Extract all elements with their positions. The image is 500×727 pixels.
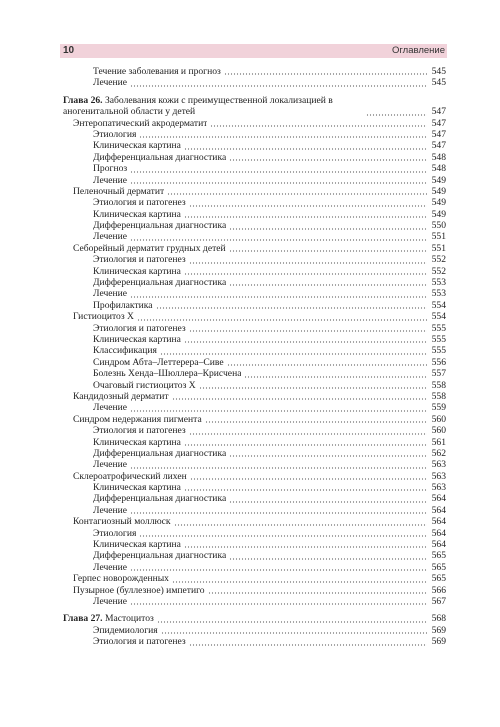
toc-entry-title: Лечение	[93, 561, 128, 573]
toc-entry-title: Себорейный дерматит грудных детей	[73, 242, 226, 254]
toc-page-number: 558	[431, 379, 446, 391]
toc-page-number: 568	[431, 613, 446, 625]
dot-leader	[229, 250, 427, 252]
toc-entry-title: Кандидозный дерматит	[73, 390, 169, 402]
toc-entry-title: Контагиозный моллюск	[73, 516, 171, 528]
toc-entry-title: Дифференциальная диагностика	[93, 493, 227, 505]
dot-leader	[139, 535, 427, 537]
dot-leader	[174, 524, 427, 526]
toc-chapter-entry[interactable]	[63, 613, 446, 624]
dot-leader	[130, 239, 427, 241]
toc-page-number: 563	[431, 482, 446, 494]
toc-entry[interactable]	[63, 636, 446, 647]
toc-entry-title: Этиология и патогенез	[93, 197, 186, 209]
toc-entry[interactable]	[63, 437, 446, 448]
toc-entry-title: Этиология и патогенез	[93, 425, 186, 437]
toc-page-number: 547	[431, 128, 446, 140]
dot-leader	[229, 558, 427, 560]
toc-page-number: 558	[431, 390, 446, 402]
toc-page-number: 556	[431, 356, 446, 368]
toc-entry[interactable]	[63, 539, 446, 550]
toc-entry-title: Дифференциальная диагностика	[93, 550, 227, 562]
dot-leader	[184, 546, 427, 548]
toc-page-number: 549	[431, 208, 446, 220]
toc-entry-title: Дифференциальная диагностика	[93, 220, 227, 232]
toc-entry-title: Гистиоцитоз X	[73, 311, 134, 323]
toc-entry-title: Течение заболевания и прогноз	[93, 65, 221, 77]
toc-entry-title	[63, 613, 154, 624]
dot-leader	[189, 330, 427, 332]
toc-entry-title: Герпес новорожденных	[73, 573, 169, 585]
dot-leader	[184, 489, 427, 491]
toc-entry-title: Очаговый гистиоцитоз X	[93, 379, 196, 391]
toc-page-number: 565	[431, 550, 446, 562]
dot-leader	[229, 228, 427, 230]
toc-entry[interactable]	[63, 220, 446, 231]
toc-entry[interactable]	[63, 163, 446, 174]
toc-entry-title: Лечение	[93, 504, 128, 516]
dot-leader	[189, 433, 427, 435]
toc-page-number: 560	[431, 425, 446, 437]
toc-entry-title: Дифференциальная диагностика	[93, 277, 227, 289]
toc-entry-title: Лечение	[93, 288, 128, 300]
dot-leader	[130, 467, 427, 469]
toc-page-number: 560	[431, 413, 446, 425]
toc-entry-title: Классификация	[93, 345, 157, 357]
toc-entry[interactable]	[63, 448, 446, 459]
toc-page-number: 552	[431, 254, 446, 266]
toc-entry-title: Этиология	[93, 527, 137, 539]
toc-page-number: 552	[431, 265, 446, 277]
dot-leader	[130, 171, 427, 173]
toc-entry[interactable]	[63, 368, 446, 379]
toc-entry-title: Пеленочный дерматит	[73, 185, 165, 197]
toc-page-number: 561	[431, 436, 446, 448]
toc-entry[interactable]	[63, 66, 446, 77]
toc-page-number: 549	[431, 197, 446, 209]
dot-leader	[130, 85, 427, 87]
toc-page-number: 545	[431, 77, 446, 89]
toc-entry[interactable]	[63, 505, 446, 516]
chapter-label: Глава 27.	[63, 613, 103, 625]
toc-page-number: 555	[431, 322, 446, 334]
toc-page-number: 557	[431, 368, 446, 380]
dot-leader	[156, 307, 427, 309]
toc-page-number: 548	[431, 163, 446, 175]
toc-page-number: 554	[431, 299, 446, 311]
toc-page-number: 547	[431, 106, 446, 118]
dot-leader	[199, 387, 427, 389]
toc-entry[interactable]	[63, 585, 446, 596]
toc-page-number: 554	[431, 311, 446, 323]
dot-leader	[137, 319, 427, 321]
toc-entry[interactable]	[63, 334, 446, 345]
toc-entry[interactable]	[63, 243, 446, 254]
toc-page-number: 563	[431, 459, 446, 471]
toc-entry[interactable]	[63, 625, 446, 636]
toc-page-number: 547	[431, 117, 446, 129]
toc-entry-title: Профилактика	[93, 299, 153, 311]
chapter-label: Глава 26.	[63, 94, 103, 106]
dot-leader	[184, 148, 427, 150]
toc-entry-title: Этиология	[93, 128, 137, 140]
dot-leader	[366, 114, 427, 116]
toc-entry[interactable]	[63, 266, 446, 277]
dot-leader	[189, 205, 427, 207]
toc-entry[interactable]	[63, 152, 446, 163]
toc-page-number: 564	[431, 527, 446, 539]
toc-entry-title: Энтеропатический акродерматит	[73, 117, 208, 129]
toc-entry[interactable]	[63, 528, 446, 539]
dot-leader	[205, 421, 427, 423]
toc-entry[interactable]	[63, 288, 446, 299]
dot-leader	[208, 592, 427, 594]
toc-entry[interactable]	[63, 345, 446, 356]
toc-entry-title	[63, 95, 363, 118]
toc-page-number: 565	[431, 573, 446, 585]
toc-entry-title: Клиническая картина	[93, 482, 181, 494]
toc-page-number: 564	[431, 539, 446, 551]
toc-entry[interactable]	[63, 300, 446, 311]
toc-entry[interactable]	[63, 140, 446, 151]
table-of-contents	[63, 66, 446, 648]
toc-entry[interactable]	[63, 175, 446, 186]
dot-leader	[229, 159, 427, 161]
toc-entry[interactable]	[63, 311, 446, 322]
dot-leader	[229, 501, 427, 503]
toc-entry-title: Клиническая картина	[93, 140, 181, 152]
toc-entry[interactable]	[63, 562, 446, 573]
toc-page-number: 547	[431, 140, 446, 152]
toc-entry[interactable]	[63, 471, 446, 482]
toc-page-number: 564	[431, 516, 446, 528]
toc-page-number: 555	[431, 334, 446, 345]
toc-page-number: 569	[431, 636, 446, 648]
toc-entry[interactable]	[63, 596, 446, 607]
dot-leader	[244, 376, 427, 378]
dot-leader	[189, 262, 427, 264]
toc-entry[interactable]	[63, 209, 446, 220]
toc-entry[interactable]	[63, 357, 446, 368]
dot-leader	[130, 603, 427, 605]
toc-entry[interactable]	[63, 254, 446, 265]
toc-chapter-entry[interactable]	[63, 95, 446, 118]
dot-leader	[172, 581, 427, 583]
toc-entry[interactable]	[63, 323, 446, 334]
toc-entry-title: Клиническая картина	[93, 539, 181, 551]
toc-entry-title: Дифференциальная диагностика	[93, 151, 227, 163]
toc-page-number: 551	[431, 242, 446, 254]
dot-leader	[130, 569, 427, 571]
toc-entry-title: Болезнь Хенда–Шюллера–Крисчена	[93, 368, 242, 380]
toc-entry-title: Пузырное (буллезное) импетиго	[73, 584, 205, 596]
toc-entry-title: Клиническая картина	[93, 208, 181, 220]
toc-entry-title: Этиология и патогенез	[93, 636, 186, 648]
dot-leader	[184, 273, 427, 275]
dot-leader	[224, 73, 427, 75]
toc-page-number: 567	[431, 595, 446, 607]
toc-page-number: 549	[431, 174, 446, 186]
toc-entry-title: Эпидемиология	[93, 624, 158, 636]
toc-entry[interactable]	[63, 550, 446, 561]
toc-entry[interactable]	[63, 118, 446, 129]
dot-leader	[229, 455, 427, 457]
toc-entry-title: Лечение	[93, 595, 128, 607]
toc-entry[interactable]	[63, 425, 446, 436]
toc-entry-title: Этиология и патогенез	[93, 254, 186, 266]
toc-entry[interactable]	[63, 414, 446, 425]
chapter-title: Мастоцитоз	[104, 613, 154, 625]
toc-entry-title: Лечение	[93, 231, 128, 243]
toc-entry[interactable]	[63, 516, 446, 527]
toc-page-number: 569	[431, 624, 446, 636]
dot-leader	[172, 398, 427, 400]
dot-leader	[139, 136, 427, 138]
page-number: 10	[63, 45, 75, 56]
toc-entry[interactable]	[63, 380, 446, 391]
toc-entry-title: Синдром Абта–Леттерера–Сиве	[93, 356, 224, 368]
toc-page-number: 545	[431, 65, 446, 77]
dot-leader	[130, 512, 427, 514]
toc-page-number: 565	[431, 561, 446, 573]
dot-leader	[210, 125, 427, 127]
dot-leader	[130, 410, 427, 412]
dot-leader	[184, 341, 427, 343]
dot-leader	[184, 444, 427, 446]
toc-entry-title: Клиническая картина	[93, 265, 181, 277]
toc-page-number: 549	[431, 185, 446, 197]
toc-page-number: 550	[431, 220, 446, 232]
dot-leader	[189, 644, 427, 646]
dot-leader	[167, 193, 427, 195]
toc-entry[interactable]	[63, 77, 446, 88]
toc-entry-title: Склероатрофический лихен	[73, 470, 187, 482]
toc-entry-title: Клиническая картина	[93, 436, 181, 448]
dot-leader	[227, 364, 427, 366]
running-header-bar	[60, 44, 447, 58]
toc-entry-title: Лечение	[93, 174, 128, 186]
toc-page-number: 563	[431, 470, 446, 482]
toc-entry[interactable]	[63, 573, 446, 584]
chapter-title: Заболевания кожи с преимущественной локализацией в аногенитальной области у детей	[63, 94, 333, 118]
toc-entry[interactable]	[63, 391, 446, 402]
toc-page-number: 553	[431, 288, 446, 300]
toc-page-number: 562	[431, 447, 446, 459]
toc-entry[interactable]	[63, 482, 446, 493]
toc-entry[interactable]	[63, 402, 446, 413]
dot-leader	[160, 353, 427, 355]
dot-leader	[130, 182, 427, 184]
dot-leader	[190, 478, 427, 480]
toc-page-number: 551	[431, 231, 446, 243]
toc-entry-title: Лечение	[93, 77, 128, 89]
toc-entry[interactable]	[63, 186, 446, 197]
toc-entry[interactable]	[63, 129, 446, 140]
toc-entry[interactable]	[63, 277, 446, 288]
toc-entry-title: Лечение	[93, 459, 128, 471]
toc-page-number: 566	[431, 584, 446, 596]
dot-leader	[161, 632, 427, 634]
toc-entry-title: Прогноз	[93, 163, 128, 175]
dot-leader	[130, 296, 427, 298]
toc-page-number: 548	[431, 151, 446, 163]
section-title: Оглавление	[392, 45, 445, 56]
toc-entry[interactable]	[63, 493, 446, 504]
toc-entry[interactable]	[63, 197, 446, 208]
toc-page-number: 555	[431, 345, 446, 357]
toc-entry[interactable]	[63, 232, 446, 243]
toc-entry[interactable]	[63, 459, 446, 470]
toc-entry-title: Этиология и патогенез	[93, 322, 186, 334]
toc-page-number: 559	[431, 402, 446, 414]
toc-entry-title: Клиническая картина	[93, 334, 181, 345]
toc-entry-title: Дифференциальная диагностика	[93, 447, 227, 459]
dot-leader	[157, 621, 427, 623]
toc-entry-title: Лечение	[93, 402, 128, 414]
dot-leader	[229, 284, 427, 286]
toc-page-number: 564	[431, 493, 446, 505]
toc-entry-title: Синдром недержания пигмента	[73, 413, 202, 425]
dot-leader	[184, 216, 427, 218]
toc-page-number: 553	[431, 277, 446, 289]
toc-page-number: 564	[431, 504, 446, 516]
